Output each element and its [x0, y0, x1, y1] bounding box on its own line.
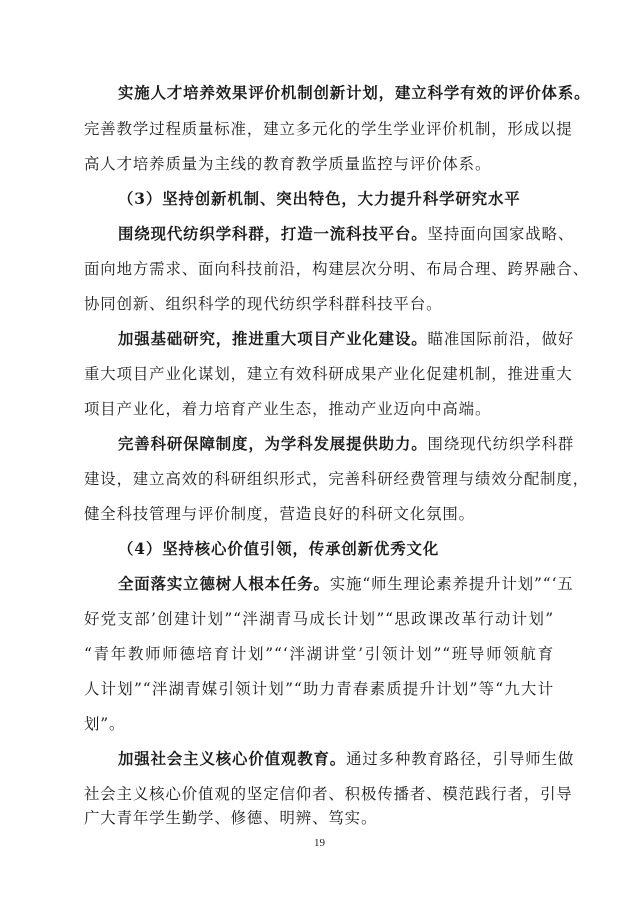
paragraph-2-lead: 围绕现代纺织学科群，打造一流科技平台。	[118, 225, 428, 243]
paragraph-5-line-1-text: 实施“师生理论素养提升计划”“‘五	[329, 575, 574, 593]
paragraph-5-line-3: “青年教师师德培育计划”“‘泮湖讲堂’引领计划”“班导师领航育	[84, 645, 554, 663]
paragraph-6-line-3: 广大青年学生勤学、修德、明辨、笃实。	[84, 809, 378, 827]
paragraph-4-line-1-text: 围绕现代纺织学科群	[427, 435, 575, 453]
paragraph-3-line-3: 项目产业化，着力培育产业生态，推动产业迈向中高端。	[84, 400, 492, 418]
paragraph-4-line-2: 建设，建立高效的科研组织形式，完善科研经费管理与绩效分配制度，	[84, 470, 590, 488]
paragraph-3-line-1	[118, 329, 575, 349]
paragraph-1-line-3: 高人才培养质量为主线的教育教学质量监控与评价体系。	[84, 155, 492, 173]
paragraph-6-line-2: 社会主义核心价值观的坚定信仰者、积极传播者、模范践行者，引导	[84, 785, 573, 803]
paragraph-1-lead: 实施人才培养效果评价机制创新计划，建立科学有效的评价体系。	[118, 84, 591, 102]
paragraph-5-line-4: 人计划”“泮湖青媒引领计划”“助力青春素质提升计划”等“九大计	[84, 680, 554, 698]
page-number: 19	[314, 837, 325, 849]
paragraph-4-line-1	[118, 434, 575, 454]
paragraph-1-line-2: 完善教学过程质量标准，建立多元化的学生学业评价机制，形成以提	[84, 120, 573, 138]
section-heading-4: （4）坚持核心价值引领，传承创新优秀文化	[118, 540, 440, 558]
paragraph-6-lead: 加强社会主义核心价值观教育。	[118, 750, 347, 768]
paragraph-4-lead: 完善科研保障制度，为学科发展提供助力。	[118, 435, 428, 453]
paragraph-2-line-1-text: 坚持面向国家战略、	[427, 225, 575, 243]
paragraph-5-line-1	[118, 574, 574, 594]
paragraph-3-lead: 加强基础研究，推进重大项目产业化建设。	[118, 330, 428, 348]
paragraph-6-line-1-text: 通过多种教育路径，引导师生做	[346, 750, 575, 768]
paragraph-4-line-3: 健全科技管理与评价制度，营造良好的科研文化氛围。	[84, 505, 475, 523]
paragraph-5-lead: 全面落实立德树人根本任务。	[118, 575, 330, 593]
paragraph-2-line-1	[118, 224, 575, 244]
paragraph-5-line-5: 划”。	[84, 715, 126, 733]
paragraph-1-line-1	[118, 83, 591, 103]
paragraph-3-line-1-text: 瞄准国际前沿，做好	[427, 330, 575, 348]
section-heading-3: （3）坚持创新机制、突出特色，大力提升科学研究水平	[118, 190, 521, 208]
paragraph-6-line-1	[118, 749, 575, 769]
paragraph-5-line-2: 好党支部’创建计划”“泮湖青马成长计划”“思政课改革行动计划”	[84, 610, 554, 628]
paragraph-2-line-2: 面向地方需求、面向科技前沿，构建层次分明、布局合理、跨界融合、	[84, 260, 590, 278]
paragraph-2-line-3: 协同创新、组织科学的现代纺织学科群科技平台。	[84, 295, 443, 313]
paragraph-3-line-2: 重大项目产业化谋划，建立有效科研成果产业化促建机制，推进重大	[84, 365, 573, 383]
